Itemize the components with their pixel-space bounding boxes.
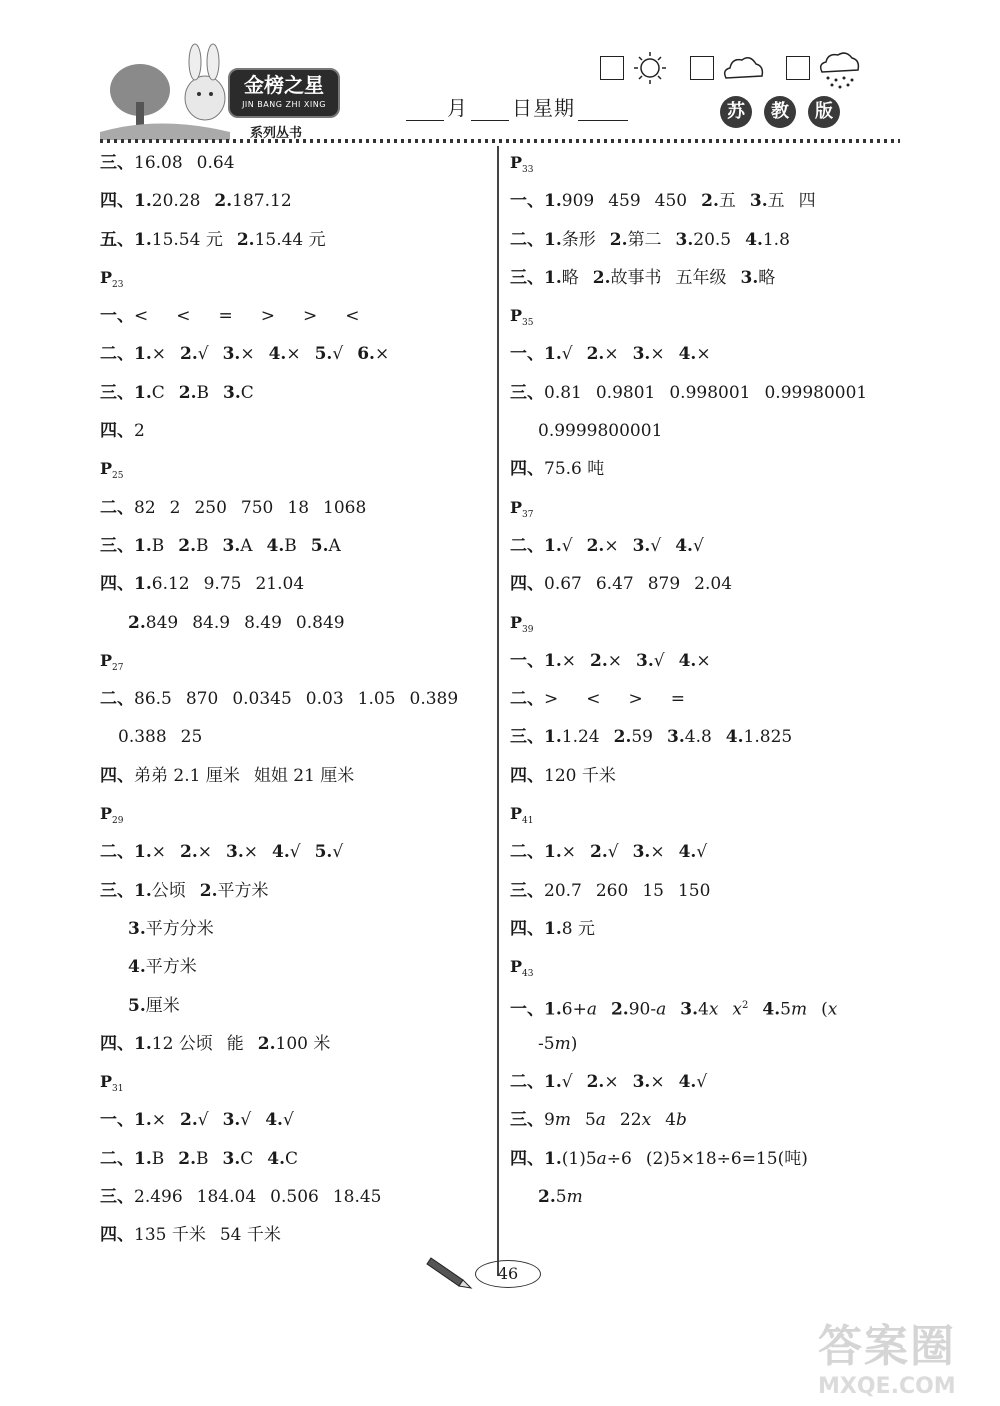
month-label: 月 bbox=[447, 96, 468, 120]
page-ref-p25: $P_{25}$ bbox=[100, 459, 124, 482]
rainy-checkbox[interactable] bbox=[786, 56, 810, 80]
weekday-blank bbox=[578, 100, 628, 121]
dotted-rule bbox=[100, 138, 900, 144]
answer-line: 3.平方分米 bbox=[128, 918, 214, 939]
answer-line: 五、1.15.54 元 2.15.44 元 bbox=[100, 229, 326, 250]
page-ref-p23: $P_{23}$ bbox=[100, 267, 124, 291]
watermark-title: 答案圈 bbox=[818, 1321, 956, 1372]
page-ref-p33: $P_{33}$ bbox=[510, 153, 534, 176]
answer-line: 二、> < > = bbox=[510, 689, 685, 710]
answer-line: 三、20.7 260 15 150 bbox=[510, 880, 711, 901]
edition-char-3: 版 bbox=[808, 96, 840, 128]
page-ref-p31: $P_{31}$ bbox=[100, 1072, 124, 1095]
edition-char-1: 苏 bbox=[720, 96, 752, 128]
answer-line: 四、弟弟 2.1 厘米 姐姐 21 厘米 bbox=[100, 765, 355, 786]
answer-line: 三、2.496 184.04 0.506 18.45 bbox=[100, 1187, 382, 1208]
month-blank bbox=[406, 100, 444, 121]
answer-line: 2.5m bbox=[538, 1187, 583, 1208]
edition-char-2: 教 bbox=[764, 96, 796, 128]
cloud-icon bbox=[720, 50, 766, 86]
answer-line: 二、1.× 2.× 3.× 4.√ 5.√ bbox=[100, 842, 344, 863]
page-ref-p35: $P_{35}$ bbox=[510, 306, 534, 329]
page-ref-p27: $P_{27}$ bbox=[100, 650, 124, 674]
page-ref-p41: $P_{41}$ bbox=[510, 804, 534, 827]
answer-line: 二、1.√ 2.× 3.× 4.√ bbox=[510, 1072, 708, 1093]
page-footer bbox=[425, 1250, 565, 1290]
answers-right-column bbox=[510, 150, 900, 1222]
answer-line: 四、135 千米 54 千米 bbox=[100, 1225, 281, 1246]
page-ref-p43: $P_{43}$ bbox=[510, 957, 534, 980]
answer-line: 四、120 千米 bbox=[510, 765, 616, 786]
answer-line: 一、1.909 459 450 2.五 3.五 四 bbox=[510, 191, 816, 212]
answer-line: 一、1.× 2.× 3.√ 4.× bbox=[510, 650, 711, 671]
answer-line: 二、86.5 870 0.0345 0.03 1.05 0.389 bbox=[100, 689, 459, 710]
answer-line: 四、1.8 元 bbox=[510, 918, 595, 939]
answer-line: 0.9999800001 bbox=[538, 421, 663, 442]
answer-line: 二、1.条形 2.第二 3.20.5 4.1.8 bbox=[510, 229, 790, 250]
column-divider bbox=[497, 146, 499, 1276]
page-number: 46 bbox=[475, 1260, 541, 1288]
answer-line: 三、1.略 2.故事书 五年级 3.略 bbox=[510, 267, 776, 288]
answer-line: 二、1.× 2.√ 3.× 4.× 5.√ 6.× bbox=[100, 344, 390, 365]
answer-line: 4.平方米 bbox=[128, 957, 197, 978]
answer-line: 5.厘米 bbox=[128, 995, 180, 1016]
date-line bbox=[403, 92, 631, 121]
answers-left-column bbox=[100, 150, 495, 1261]
answer-line: 三、0.81 0.9801 0.998001 0.99980001 bbox=[510, 382, 868, 403]
answer-line: 一、1.6+a 2.90-a 3.4x $x^2$ 4.5m (x bbox=[510, 999, 838, 1020]
cloudy-checkbox[interactable] bbox=[690, 56, 714, 80]
answer-line: 四、0.67 6.47 879 2.04 bbox=[510, 574, 733, 595]
watermark-url: MXQE.COM bbox=[818, 1374, 956, 1399]
page-ref-p37: $P_{37}$ bbox=[510, 497, 534, 520]
answer-line: 三、16.08 0.64 bbox=[100, 153, 235, 173]
answer-line: 三、9m 5a 22x 4b bbox=[510, 1110, 687, 1131]
logo-subtitle: JIN BANG ZHI XING bbox=[242, 100, 326, 109]
page-header bbox=[100, 30, 900, 142]
weather-checkboxes bbox=[600, 50, 900, 90]
answer-line: 四、75.6 吨 bbox=[510, 459, 605, 480]
answer-line: 二、82 2 250 750 18 1068 bbox=[100, 497, 367, 518]
answer-line: 一、< < = > > < bbox=[100, 306, 360, 327]
answer-line: 二、1.× 2.√ 3.× 4.√ bbox=[510, 842, 708, 863]
day-weekday-label: 日星期 bbox=[512, 96, 575, 120]
rain-cloud-icon bbox=[816, 50, 862, 90]
pencil-icon bbox=[425, 1250, 475, 1290]
answer-line: 四、1.(1)5a÷6 (2)5×18÷6=15(吨) bbox=[510, 1148, 808, 1169]
answer-line: 三、1.C 2.B 3.C bbox=[100, 382, 254, 403]
answer-line: 一、1.√ 2.× 3.× 4.× bbox=[510, 344, 711, 365]
sunny-checkbox[interactable] bbox=[600, 56, 624, 80]
logo-title: 金榜之星 bbox=[244, 73, 324, 97]
answer-line: 四、1.12 公顷 能 2.100 米 bbox=[100, 1033, 331, 1054]
answer-line: 三、1.B 2.B 3.A 4.B 5.A bbox=[100, 535, 341, 556]
answer-line: 四、2 bbox=[100, 421, 145, 442]
answer-line: 2.849 84.9 8.49 0.849 bbox=[128, 612, 345, 633]
answer-line: 二、1.√ 2.× 3.√ 4.√ bbox=[510, 535, 704, 556]
answer-line: 三、1.1.24 2.59 3.4.8 4.1.825 bbox=[510, 727, 793, 748]
answer-line: -5m) bbox=[538, 1033, 578, 1054]
rabbit-tree-illustration bbox=[100, 40, 230, 140]
answer-line: 0.388 25 bbox=[118, 727, 203, 748]
watermark bbox=[818, 1310, 988, 1402]
answer-line: 三、1.公顷 2.平方米 bbox=[100, 880, 269, 901]
page-ref-p29: $P_{29}$ bbox=[100, 804, 124, 827]
edition-badges bbox=[720, 96, 852, 130]
answer-line: 四、1.20.28 2.187.12 bbox=[100, 191, 292, 212]
day-blank bbox=[471, 100, 509, 121]
logo-series: 系列丛书 bbox=[250, 126, 303, 141]
sun-icon bbox=[630, 50, 670, 86]
answer-line: 二、1.B 2.B 3.C 4.C bbox=[100, 1148, 299, 1169]
page-ref-p39: $P_{39}$ bbox=[510, 612, 534, 635]
logo-badge bbox=[228, 68, 340, 118]
answer-line: 四、1.6.12 9.75 21.04 bbox=[100, 574, 305, 595]
brand-logo bbox=[100, 40, 350, 140]
answer-line: 一、1.× 2.√ 3.√ 4.√ bbox=[100, 1110, 294, 1131]
